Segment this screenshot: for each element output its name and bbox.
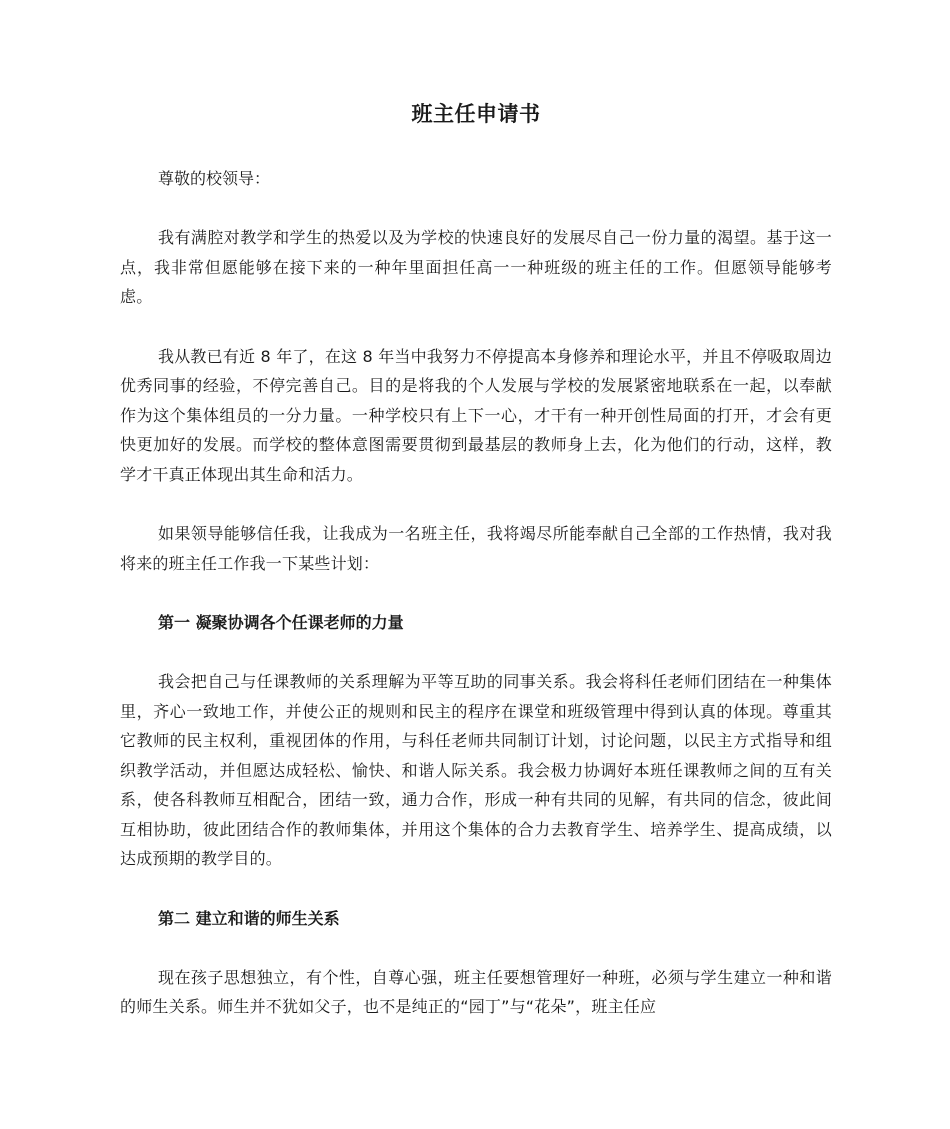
document-page	[120, 96, 832, 1052]
salutation: 尊敬的校领导：	[158, 169, 271, 188]
document-title: 班主任申请书	[411, 102, 541, 126]
paragraph-experience: 我从教已有近 8 年了，在这 8 年当中我努力不停提高本身修养和理论水平，并且不停吸取周边优秀同事的经验，不停完善自己。目的是将我的个人发展与学校的发展紧密地联系在一起，以奉献作为这个集体组员的一分力量。一种学校只有上下一心，才干有一种开创性局面的打开，才会有更快更加好的发展。而学校的整体意图需要贯彻到最基层的教师身上去，化为他们的行动，这样，教学才干真正体现出其生命和活力。	[120, 346, 832, 484]
section-body-1: 我会把自己与任课教师的关系理解为平等互助的同事关系。我会将科任老师们团结在一种集体里，齐心一致地工作，并使公正的规则和民主的程序在课堂和班级管理中得到认真的体现。尊重其它教师的民主权利，重视团体的作用，与科任老师共同制订计划，讨论问题，以民主方式指导和组织教学活动，并但愿达成轻松、愉快、和谐人际关系。我会极力协调好本班任课教师之间的互有关系，使各科教师互相配合，团结一致，通力合作，形成一种有共同的见解，有共同的信念，彼此间互相协助，彼此团结合作的教师集体，并用这个集体的合力去教育学生、培养学生、提高成绩，以达成预期的教学目的。	[120, 672, 832, 868]
section-body-2: 现在孩子思想独立，有个性，自尊心强，班主任要想管理好一种班，必须与学生建立一种和谐的师生关系。师生并不犹如父子，也不是纯正的“园丁”与“花朵”，班主任应	[120, 967, 832, 1016]
paragraph-intro: 我有满腔对教学和学生的热爱以及为学校的快速良好的发展尽自己一份力量的渴望。基于这一点，我非常但愿能够在接下来的一种年里面担任高一一种班级的班主任的工作。但愿领导能够考虑。	[120, 228, 832, 306]
paragraph-plans: 如果领导能够信任我，让我成为一名班主任，我将竭尽所能奉献自己全部的工作热情，我对我将来的班主任工作我一下某些计划：	[120, 524, 832, 573]
section-heading-1: 第一 凝聚协调各个任课老师的力量	[158, 613, 404, 632]
section-heading-2: 第二 建立和谐的师生关系	[158, 908, 340, 928]
